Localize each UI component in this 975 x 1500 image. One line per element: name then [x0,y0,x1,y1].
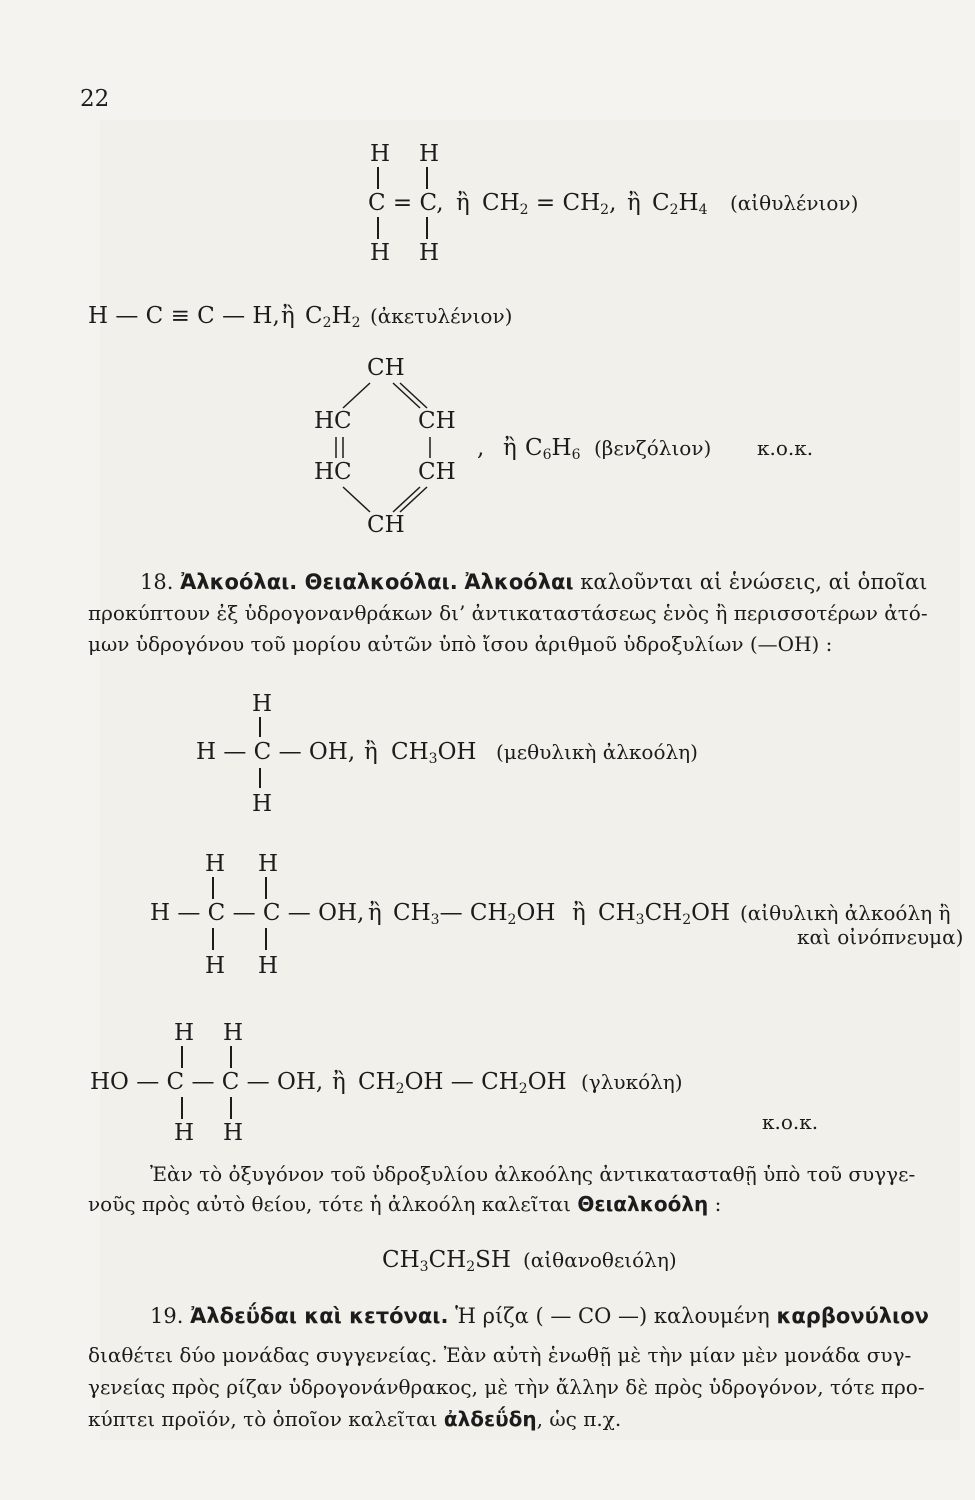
ethanol-condensed-1 [393,902,555,927]
bond-line [181,1097,183,1119]
paragraph-text: κύπτει προϊόν, τὸ ὁποῖον καλεῖται [88,1407,438,1431]
paragraph-text: καλοῦνται αἱ ἑνώσεις, αἱ ὁποῖαι [580,570,928,594]
ethanol-structure: H — C — C — OH, [150,900,365,926]
formula-text: CH [393,900,431,926]
or-word: ἢ [281,303,295,329]
formula-text: = CH [528,190,601,216]
formula-text: C [525,435,543,461]
ethanol-name: (αἰθυλικὴ ἀλκοόλη ἢ [740,901,951,925]
formula-text: , [609,190,617,216]
formula-text: CH [598,900,636,926]
benzene-name: (βενζόλιον) [594,436,712,460]
or-word: ἢ [332,1069,346,1095]
subscript: 4 [698,202,708,218]
etc-abbrev: κ.ο.κ. [757,436,814,460]
ethanol-name-2: καὶ οἰνόπνευμα) [797,925,964,949]
section-19-line-2: διαθέτει δύο μονάδας συγγενείας. Ἐὰν αὐτὴ ἑνωθῇ μὲ τὴν μίαν μὲν μονάδα συγ- [88,1343,912,1367]
bond-line [230,1097,232,1119]
section-18-line-1 [140,572,927,593]
subscript: 2 [518,1081,528,1097]
subscript: 3 [419,1259,429,1275]
ethylene-name: (αἰθυλένιον) [730,191,859,215]
glycol-name: (γλυκόλη) [581,1070,683,1094]
bond-line [259,768,261,788]
subscript: 3 [635,912,645,928]
subscript: 2 [669,202,679,218]
formula-text: CH [428,1247,467,1273]
subscript: 2 [351,315,361,331]
ethanol-h-top-1: H [205,851,226,877]
ethylene-h-bot-1: H [370,240,391,266]
ethylene-h-top-1: H [370,141,391,167]
bond-line [230,1046,232,1068]
bond-line [212,928,214,950]
paragraph-text: νοῦς πρὸς αὐτὸ θείου, τότε ἡ ἀλκοόλη καλεῖται [88,1192,572,1216]
subscript: 2 [519,202,529,218]
bond-line [265,877,267,899]
thiol-formula [382,1249,511,1274]
benzene-ch-right-top: CH [418,408,456,434]
formula-text: — CH [439,900,508,926]
subscript: 2 [466,1259,476,1275]
methanol-name: (μεθυλικὴ ἀλκοόλη) [496,740,698,764]
formula-text: CH [644,900,683,926]
subscript: 3 [430,912,440,928]
methanol-h-top: H [252,691,273,717]
thiol-line-2 [88,1194,721,1214]
or-word: ἢ [627,190,641,216]
subscript: 2 [600,202,610,218]
benzene-ch-right-bot: CH [418,459,456,485]
formula-text: H [331,303,352,329]
page-number: 22 [80,86,110,112]
formula-text: CH [391,739,429,765]
subscript: 6 [571,447,581,463]
section-19-line-1 [150,1306,929,1327]
or-word: ἢ [572,900,586,926]
section-19-line-3: γενείας πρὸς ρίζαν ὑδρογονάνθρακος, μὲ τὴν ἄλλην δὲ πρὸς ὑδρογόνον, τότε προ- [88,1375,925,1399]
formula-text: CH [382,1247,420,1273]
benzene-ch-bottom: CH [367,512,405,538]
bond-line [265,928,267,950]
or-word: ἢ [368,900,382,926]
thiol-line-1: Ἐὰν τὸ ὀξυγόνον τοῦ ὑδροξυλίου ἀλκοόλης ἀντικατασταθῇ ὑπὸ τοῦ συγγε- [150,1162,916,1186]
glycol-condensed [358,1071,567,1096]
paragraph-text: Ἡ ρίζα ( — CO —) καλουμένη [455,1304,770,1328]
benzene-hc-left-top: HC [314,408,352,434]
formula-text: C [652,190,670,216]
ethanol-h-top-2: H [258,851,279,877]
bold-term: Θειαλκοόλη [577,1192,709,1216]
formula-text: OH — CH [404,1069,519,1095]
acetylene-name: (ἀκετυλένιον) [370,304,513,328]
formula-text: H [551,435,572,461]
ethanol-h-bot-1: H [205,953,226,979]
bold-term: Ἀλκοόλαι [464,570,574,594]
glycol-structure: HO — C — C — OH, [90,1069,324,1095]
section-19-line-4 [88,1409,621,1429]
ethanol-condensed-2 [598,902,730,927]
section-number: 18. [140,570,174,594]
formula-text: OH [516,900,556,926]
etc-abbrev: κ.ο.κ. [762,1110,819,1134]
ethylene-h-top-2: H [419,141,440,167]
bold-term: ἀλδεΰδη [443,1407,537,1431]
thiol-name: (αἰθανοθειόλη) [523,1248,677,1272]
section-number: 19. [150,1304,184,1328]
formula-text: SH [475,1247,511,1273]
subscript: 2 [322,315,332,331]
formula-text: CH [482,190,520,216]
subscript: 3 [428,751,438,767]
methanol-h-bot: H [252,791,273,817]
formula-text: OH [527,1069,567,1095]
ethanol-h-bot-2: H [258,953,279,979]
methanol-condensed [391,741,477,766]
paragraph-text: , ὡς π.χ. [536,1407,622,1431]
glycol-h-top-1: H [174,1020,195,1046]
methanol-structure: H — C — OH, [196,739,356,765]
formula-text: H [678,190,699,216]
acetylene-structure: H — C ≡ C — H, [88,303,280,329]
formula-text: OH [691,900,731,926]
section-18-line-3: μων ὑδρογόνου τοῦ μορίου αὐτῶν ὑπὸ ἴσου ἀριθμοῦ ὑδροξυλίων (—OH) : [88,632,833,656]
benzene-comma: , [477,435,485,461]
subscript: 2 [395,1081,405,1097]
paragraph-text: : [714,1192,722,1216]
section-title: Ἀλδεΰδαι καὶ κετόναι. [190,1304,449,1328]
ethylene-h-bot-2: H [419,240,440,266]
section-title: Ἀλκοόλαι. Θειαλκοόλαι. [180,570,458,594]
subscript: 6 [542,447,552,463]
or-word: ἢ [456,190,470,216]
or-word: ἢ [503,435,517,461]
bond-line [259,717,261,737]
formula-text: CH [358,1069,396,1095]
formula-text: OH [437,739,477,765]
bond-line [212,877,214,899]
section-18-line-2: προκύπτουν ἐξ ὑδρογονανθράκων δι’ ἀντικαταστάσεως ἑνὸς ἢ περισσοτέρων ἀτό- [88,601,928,625]
glycol-h-bot-2: H [223,1120,244,1146]
glycol-h-top-2: H [223,1020,244,1046]
benzene-molecular [525,437,581,462]
or-word: ἢ [364,739,378,765]
bond-line [181,1046,183,1068]
ethylene-structure: C = C, [368,190,444,216]
formula-text: C [305,303,323,329]
benzene-hc-left-bot: HC [314,459,352,485]
subscript: 2 [507,912,517,928]
benzene-ch-top: CH [367,355,405,381]
subscript: 2 [682,912,692,928]
bold-term: καρβονύλιον [776,1304,929,1328]
glycol-h-bot-1: H [174,1120,195,1146]
